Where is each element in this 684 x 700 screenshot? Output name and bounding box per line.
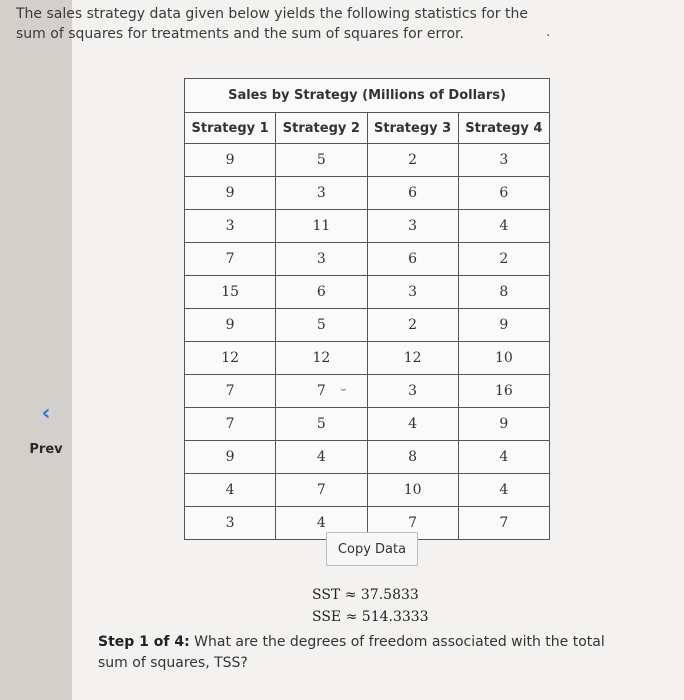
step-label: Step 1 of 4: [98, 634, 190, 650]
table-row [185, 243, 550, 276]
table-row [185, 342, 550, 375]
step-question [98, 632, 618, 674]
table-row [185, 309, 550, 342]
table-cell: 11 [276, 210, 367, 243]
table-cell: 4 [276, 507, 367, 540]
sse-value: SSE ≈ 514.3333 [312, 609, 429, 625]
header-strategy-3: Strategy 3 [367, 113, 458, 144]
prev-label: Prev [29, 442, 63, 457]
sales-table [184, 78, 550, 540]
copy-data-button[interactable]: Copy Data [326, 532, 418, 566]
table-cell: 5 [276, 408, 367, 441]
table-cell: 10 [458, 342, 549, 375]
table-cell: 16 [458, 375, 549, 408]
table-cell: 3 [367, 375, 458, 408]
table-cell: 4 [458, 210, 549, 243]
table-row [185, 177, 550, 210]
table-cell: 12 [276, 342, 367, 375]
decorative-dot: · [546, 28, 551, 44]
table-row [185, 210, 550, 243]
table-row [185, 276, 550, 309]
table-cell: 9 [185, 177, 276, 210]
intro-text: The sales strategy data given below yields the following statistics for the sum of squares for treatments and the sum of squares for error. [16, 6, 528, 42]
table-cell: 3 [276, 243, 367, 276]
table-cell: 3 [185, 507, 276, 540]
header-strategy-1: Strategy 1 [185, 113, 276, 144]
pen-mark: ⌣ [340, 384, 347, 395]
table-cell: 9 [185, 309, 276, 342]
table-row [185, 375, 550, 408]
table-cell: 6 [367, 177, 458, 210]
table-row [185, 408, 550, 441]
table-body [185, 144, 550, 540]
table-cell: 4 [367, 408, 458, 441]
table-cell: 6 [458, 177, 549, 210]
table-cell: 12 [367, 342, 458, 375]
table-cell: 7 [185, 408, 276, 441]
table-cell: 3 [185, 210, 276, 243]
table-row [185, 474, 550, 507]
table-cell: 8 [458, 276, 549, 309]
step-text: What are the degrees of freedom associated with the total sum of squares, TSS? [98, 634, 605, 671]
table-cell: 4 [458, 474, 549, 507]
table-cell: 9 [185, 144, 276, 177]
table-cell: 7 [185, 375, 276, 408]
table-cell: 10 [367, 474, 458, 507]
chevron-left-icon: ‹ [41, 401, 51, 426]
table-cell: 6 [276, 276, 367, 309]
table-cell: 3 [458, 144, 549, 177]
table-cell: 7 [367, 507, 458, 540]
table-cell: 8 [367, 441, 458, 474]
table-cell: 7 [185, 243, 276, 276]
table-cell: 4 [185, 474, 276, 507]
table-cell: 15 [185, 276, 276, 309]
table-cell: 4 [276, 441, 367, 474]
table-cell: 5 [276, 309, 367, 342]
table-cell: 2 [367, 309, 458, 342]
table-row [185, 144, 550, 177]
prev-button[interactable] [22, 400, 70, 468]
table-cell: 7 [276, 474, 367, 507]
table-cell: 7 [458, 507, 549, 540]
table-row [185, 441, 550, 474]
table-cell: 7 [276, 375, 367, 408]
sst-value: SST ≈ 37.5833 [312, 587, 419, 603]
table-cell: 4 [458, 441, 549, 474]
table-cell: 3 [367, 210, 458, 243]
table-cell: 5 [276, 144, 367, 177]
table-title: Sales by Strategy (Millions of Dollars) [185, 79, 550, 113]
table-cell: 12 [185, 342, 276, 375]
table-cell: 9 [185, 441, 276, 474]
table-cell: 2 [458, 243, 549, 276]
statistics [312, 584, 429, 628]
table-cell: 6 [367, 243, 458, 276]
table-cell: 3 [276, 177, 367, 210]
table-cell: 9 [458, 309, 549, 342]
table-cell: 9 [458, 408, 549, 441]
table-cell: 2 [367, 144, 458, 177]
table-cell: 3 [367, 276, 458, 309]
header-strategy-4: Strategy 4 [458, 113, 549, 144]
header-strategy-2: Strategy 2 [276, 113, 367, 144]
